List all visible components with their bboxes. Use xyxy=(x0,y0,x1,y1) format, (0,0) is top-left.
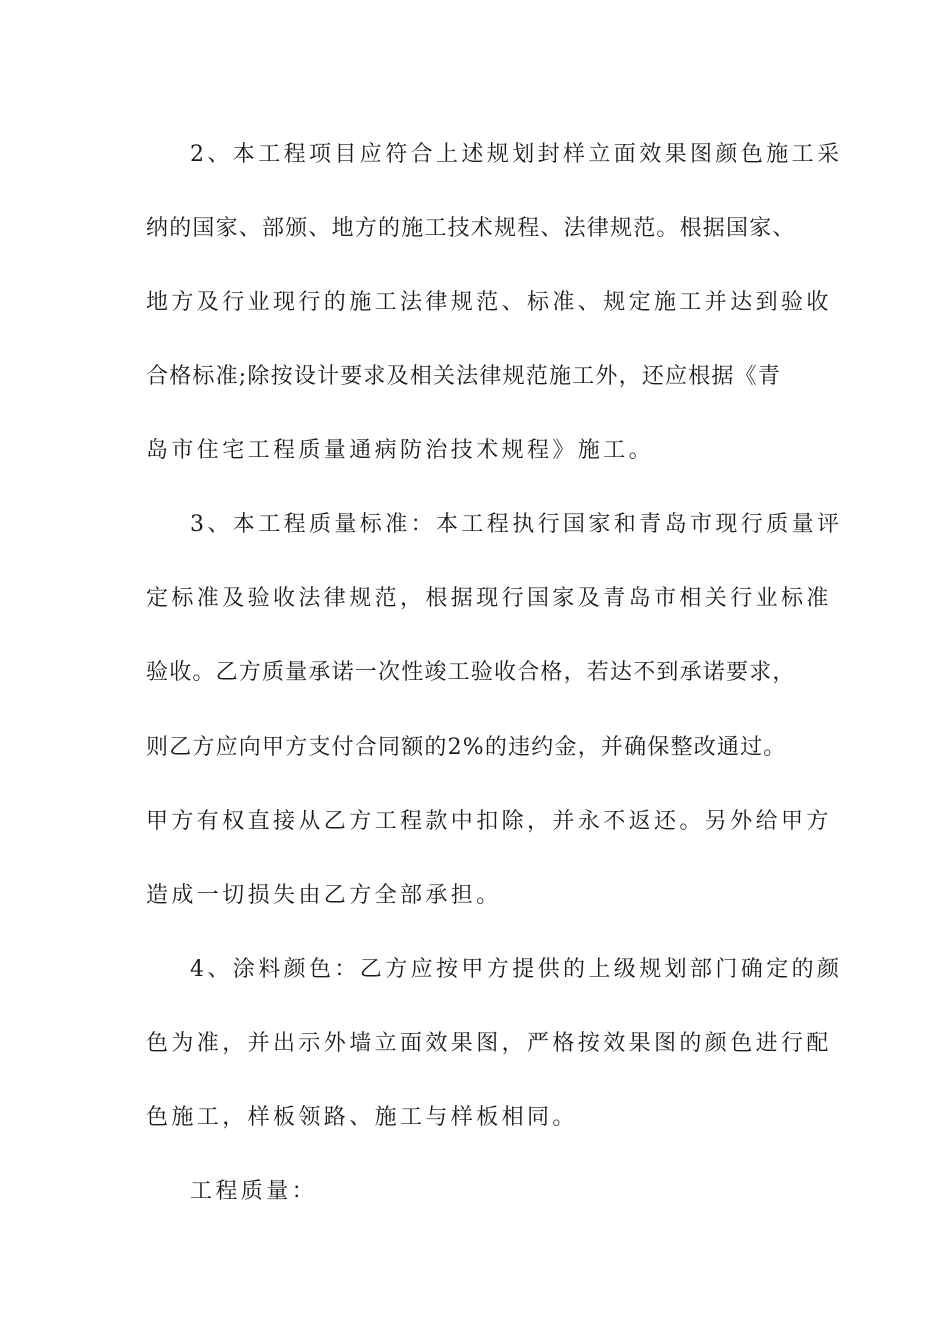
paragraph-3-line-4: 则乙方应向甲方支付合同额的2%的违约金，并确保整改通过。 xyxy=(146,735,787,760)
paragraph-3-line-2: 定标准及验收法律规范，根据现行国家及青岛市相关行业标准 xyxy=(146,586,832,611)
paragraph-2-line-1: 2、本工程项目应符合上述规划封样立面效果图颜色施工采 xyxy=(190,142,843,167)
paragraph-3-line-1: 3、本工程质量标准：本工程执行国家和青岛市现行质量评 xyxy=(190,512,843,537)
paragraph-2-line-3: 地方及行业现行的施工法律规范、标准、规定施工并达到验收 xyxy=(146,290,832,315)
paragraph-2-line-5: 岛市住宅工程质量通病防治技术规程》施工。 xyxy=(146,438,655,463)
paragraph-2-line-4: 合格标准;除按设计要求及相关法律规范施工外，还应根据《青 xyxy=(146,364,782,389)
paragraph-2-line-2: 纳的国家、部颁、地方的施工技术规程、法律规范。根据国家、 xyxy=(146,216,796,241)
paragraph-4-line-2: 色为准，并出示外墙立面效果图，严格按效果图的颜色进行配 xyxy=(146,1031,832,1056)
paragraph-3-line-6: 造成一切损失由乙方全部承担。 xyxy=(146,883,502,908)
paragraph-4-line-3: 色施工，样板领路、施工与样板相同。 xyxy=(146,1105,578,1130)
section-heading-quality: 工程质量： xyxy=(190,1179,318,1204)
paragraph-3-line-5: 甲方有权直接从乙方工程款中扣除，并永不返还。另外给甲方 xyxy=(146,809,832,834)
paragraph-4-line-1: 4、涂料颜色：乙方应按甲方提供的上级规划部门确定的颜 xyxy=(190,957,843,982)
paragraph-3-line-3: 验收。乙方质量承诺一次性竣工验收合格，若达不到承诺要求， xyxy=(146,660,796,685)
